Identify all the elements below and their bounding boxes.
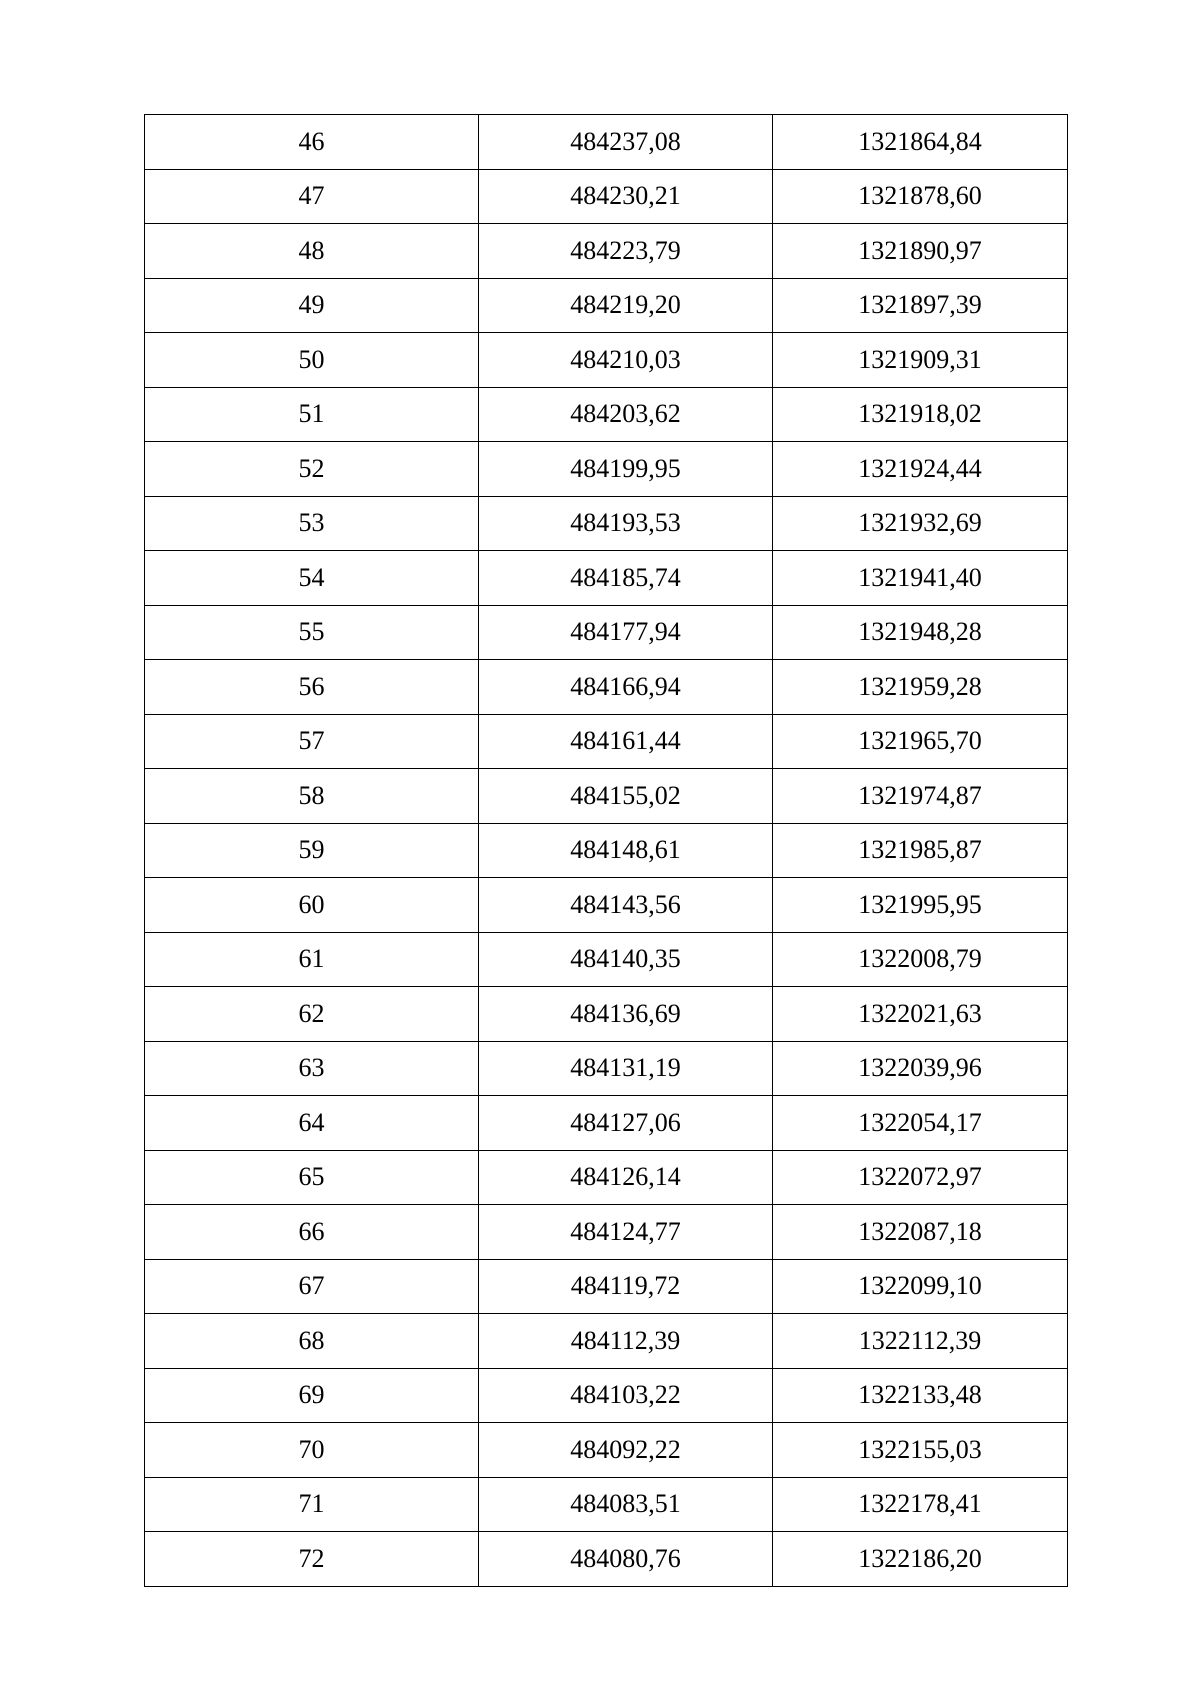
y-coordinate-cell: 1322155,03 (773, 1423, 1068, 1478)
x-coordinate-cell: 484166,94 (479, 660, 773, 715)
point-number-cell: 66 (145, 1205, 479, 1260)
y-coordinate-cell: 1321985,87 (773, 823, 1068, 878)
x-coordinate-cell: 484199,95 (479, 442, 773, 497)
x-coordinate-cell: 484124,77 (479, 1205, 773, 1260)
y-coordinate-cell: 1321924,44 (773, 442, 1068, 497)
x-coordinate-cell: 484148,61 (479, 823, 773, 878)
point-number-cell: 70 (145, 1423, 479, 1478)
y-coordinate-cell: 1322133,48 (773, 1368, 1068, 1423)
x-coordinate-cell: 484083,51 (479, 1477, 773, 1532)
x-coordinate-cell: 484161,44 (479, 714, 773, 769)
table-row (145, 169, 1068, 224)
point-number-cell: 56 (145, 660, 479, 715)
y-coordinate-cell: 1321897,39 (773, 278, 1068, 333)
point-number-cell: 57 (145, 714, 479, 769)
point-number-cell: 47 (145, 169, 479, 224)
point-number-cell: 60 (145, 878, 479, 933)
y-coordinate-cell: 1321995,95 (773, 878, 1068, 933)
coordinates-table (144, 114, 1068, 1587)
point-number-cell: 48 (145, 224, 479, 279)
x-coordinate-cell: 484177,94 (479, 605, 773, 660)
x-coordinate-cell: 484155,02 (479, 769, 773, 824)
x-coordinate-cell: 484230,21 (479, 169, 773, 224)
y-coordinate-cell: 1321909,31 (773, 333, 1068, 388)
table-row (145, 496, 1068, 551)
y-coordinate-cell: 1322072,97 (773, 1150, 1068, 1205)
table-row (145, 1041, 1068, 1096)
point-number-cell: 69 (145, 1368, 479, 1423)
y-coordinate-cell: 1321864,84 (773, 115, 1068, 170)
point-number-cell: 72 (145, 1532, 479, 1587)
table-row (145, 333, 1068, 388)
table-row (145, 1259, 1068, 1314)
table-row (145, 769, 1068, 824)
point-number-cell: 51 (145, 387, 479, 442)
x-coordinate-cell: 484136,69 (479, 987, 773, 1042)
table-row (145, 442, 1068, 497)
table-row (145, 1314, 1068, 1369)
x-coordinate-cell: 484127,06 (479, 1096, 773, 1151)
table-row (145, 1096, 1068, 1151)
x-coordinate-cell: 484112,39 (479, 1314, 773, 1369)
x-coordinate-cell: 484223,79 (479, 224, 773, 279)
x-coordinate-cell: 484080,76 (479, 1532, 773, 1587)
y-coordinate-cell: 1322178,41 (773, 1477, 1068, 1532)
table-row (145, 987, 1068, 1042)
x-coordinate-cell: 484131,19 (479, 1041, 773, 1096)
y-coordinate-cell: 1322099,10 (773, 1259, 1068, 1314)
table-row (145, 224, 1068, 279)
x-coordinate-cell: 484193,53 (479, 496, 773, 551)
table-row (145, 1150, 1068, 1205)
y-coordinate-cell: 1322021,63 (773, 987, 1068, 1042)
x-coordinate-cell: 484103,22 (479, 1368, 773, 1423)
point-number-cell: 50 (145, 333, 479, 388)
table-row (145, 551, 1068, 606)
point-number-cell: 59 (145, 823, 479, 878)
point-number-cell: 49 (145, 278, 479, 333)
point-number-cell: 63 (145, 1041, 479, 1096)
y-coordinate-cell: 1321974,87 (773, 769, 1068, 824)
point-number-cell: 62 (145, 987, 479, 1042)
table-row (145, 1477, 1068, 1532)
x-coordinate-cell: 484140,35 (479, 932, 773, 987)
point-number-cell: 46 (145, 115, 479, 170)
table-row (145, 823, 1068, 878)
y-coordinate-cell: 1322186,20 (773, 1532, 1068, 1587)
y-coordinate-cell: 1322039,96 (773, 1041, 1068, 1096)
table-row (145, 1532, 1068, 1587)
point-number-cell: 71 (145, 1477, 479, 1532)
table-row (145, 387, 1068, 442)
point-number-cell: 67 (145, 1259, 479, 1314)
table-row (145, 605, 1068, 660)
point-number-cell: 64 (145, 1096, 479, 1151)
x-coordinate-cell: 484219,20 (479, 278, 773, 333)
table-row (145, 1205, 1068, 1260)
y-coordinate-cell: 1322087,18 (773, 1205, 1068, 1260)
y-coordinate-cell: 1321965,70 (773, 714, 1068, 769)
table-row (145, 1368, 1068, 1423)
table-row (145, 932, 1068, 987)
x-coordinate-cell: 484119,72 (479, 1259, 773, 1314)
point-number-cell: 55 (145, 605, 479, 660)
table-row (145, 1423, 1068, 1478)
x-coordinate-cell: 484092,22 (479, 1423, 773, 1478)
point-number-cell: 61 (145, 932, 479, 987)
x-coordinate-cell: 484185,74 (479, 551, 773, 606)
x-coordinate-cell: 484126,14 (479, 1150, 773, 1205)
x-coordinate-cell: 484210,03 (479, 333, 773, 388)
table-row (145, 278, 1068, 333)
point-number-cell: 53 (145, 496, 479, 551)
y-coordinate-cell: 1321948,28 (773, 605, 1068, 660)
y-coordinate-cell: 1321918,02 (773, 387, 1068, 442)
x-coordinate-cell: 484143,56 (479, 878, 773, 933)
y-coordinate-cell: 1322054,17 (773, 1096, 1068, 1151)
point-number-cell: 58 (145, 769, 479, 824)
y-coordinate-cell: 1321890,97 (773, 224, 1068, 279)
table-row (145, 115, 1068, 170)
y-coordinate-cell: 1322008,79 (773, 932, 1068, 987)
x-coordinate-cell: 484203,62 (479, 387, 773, 442)
y-coordinate-cell: 1321959,28 (773, 660, 1068, 715)
table-row (145, 878, 1068, 933)
point-number-cell: 54 (145, 551, 479, 606)
point-number-cell: 65 (145, 1150, 479, 1205)
table-row (145, 714, 1068, 769)
point-number-cell: 68 (145, 1314, 479, 1369)
coordinates-table-body (145, 115, 1068, 1587)
point-number-cell: 52 (145, 442, 479, 497)
table-row (145, 660, 1068, 715)
y-coordinate-cell: 1321932,69 (773, 496, 1068, 551)
y-coordinate-cell: 1321878,60 (773, 169, 1068, 224)
y-coordinate-cell: 1322112,39 (773, 1314, 1068, 1369)
x-coordinate-cell: 484237,08 (479, 115, 773, 170)
y-coordinate-cell: 1321941,40 (773, 551, 1068, 606)
